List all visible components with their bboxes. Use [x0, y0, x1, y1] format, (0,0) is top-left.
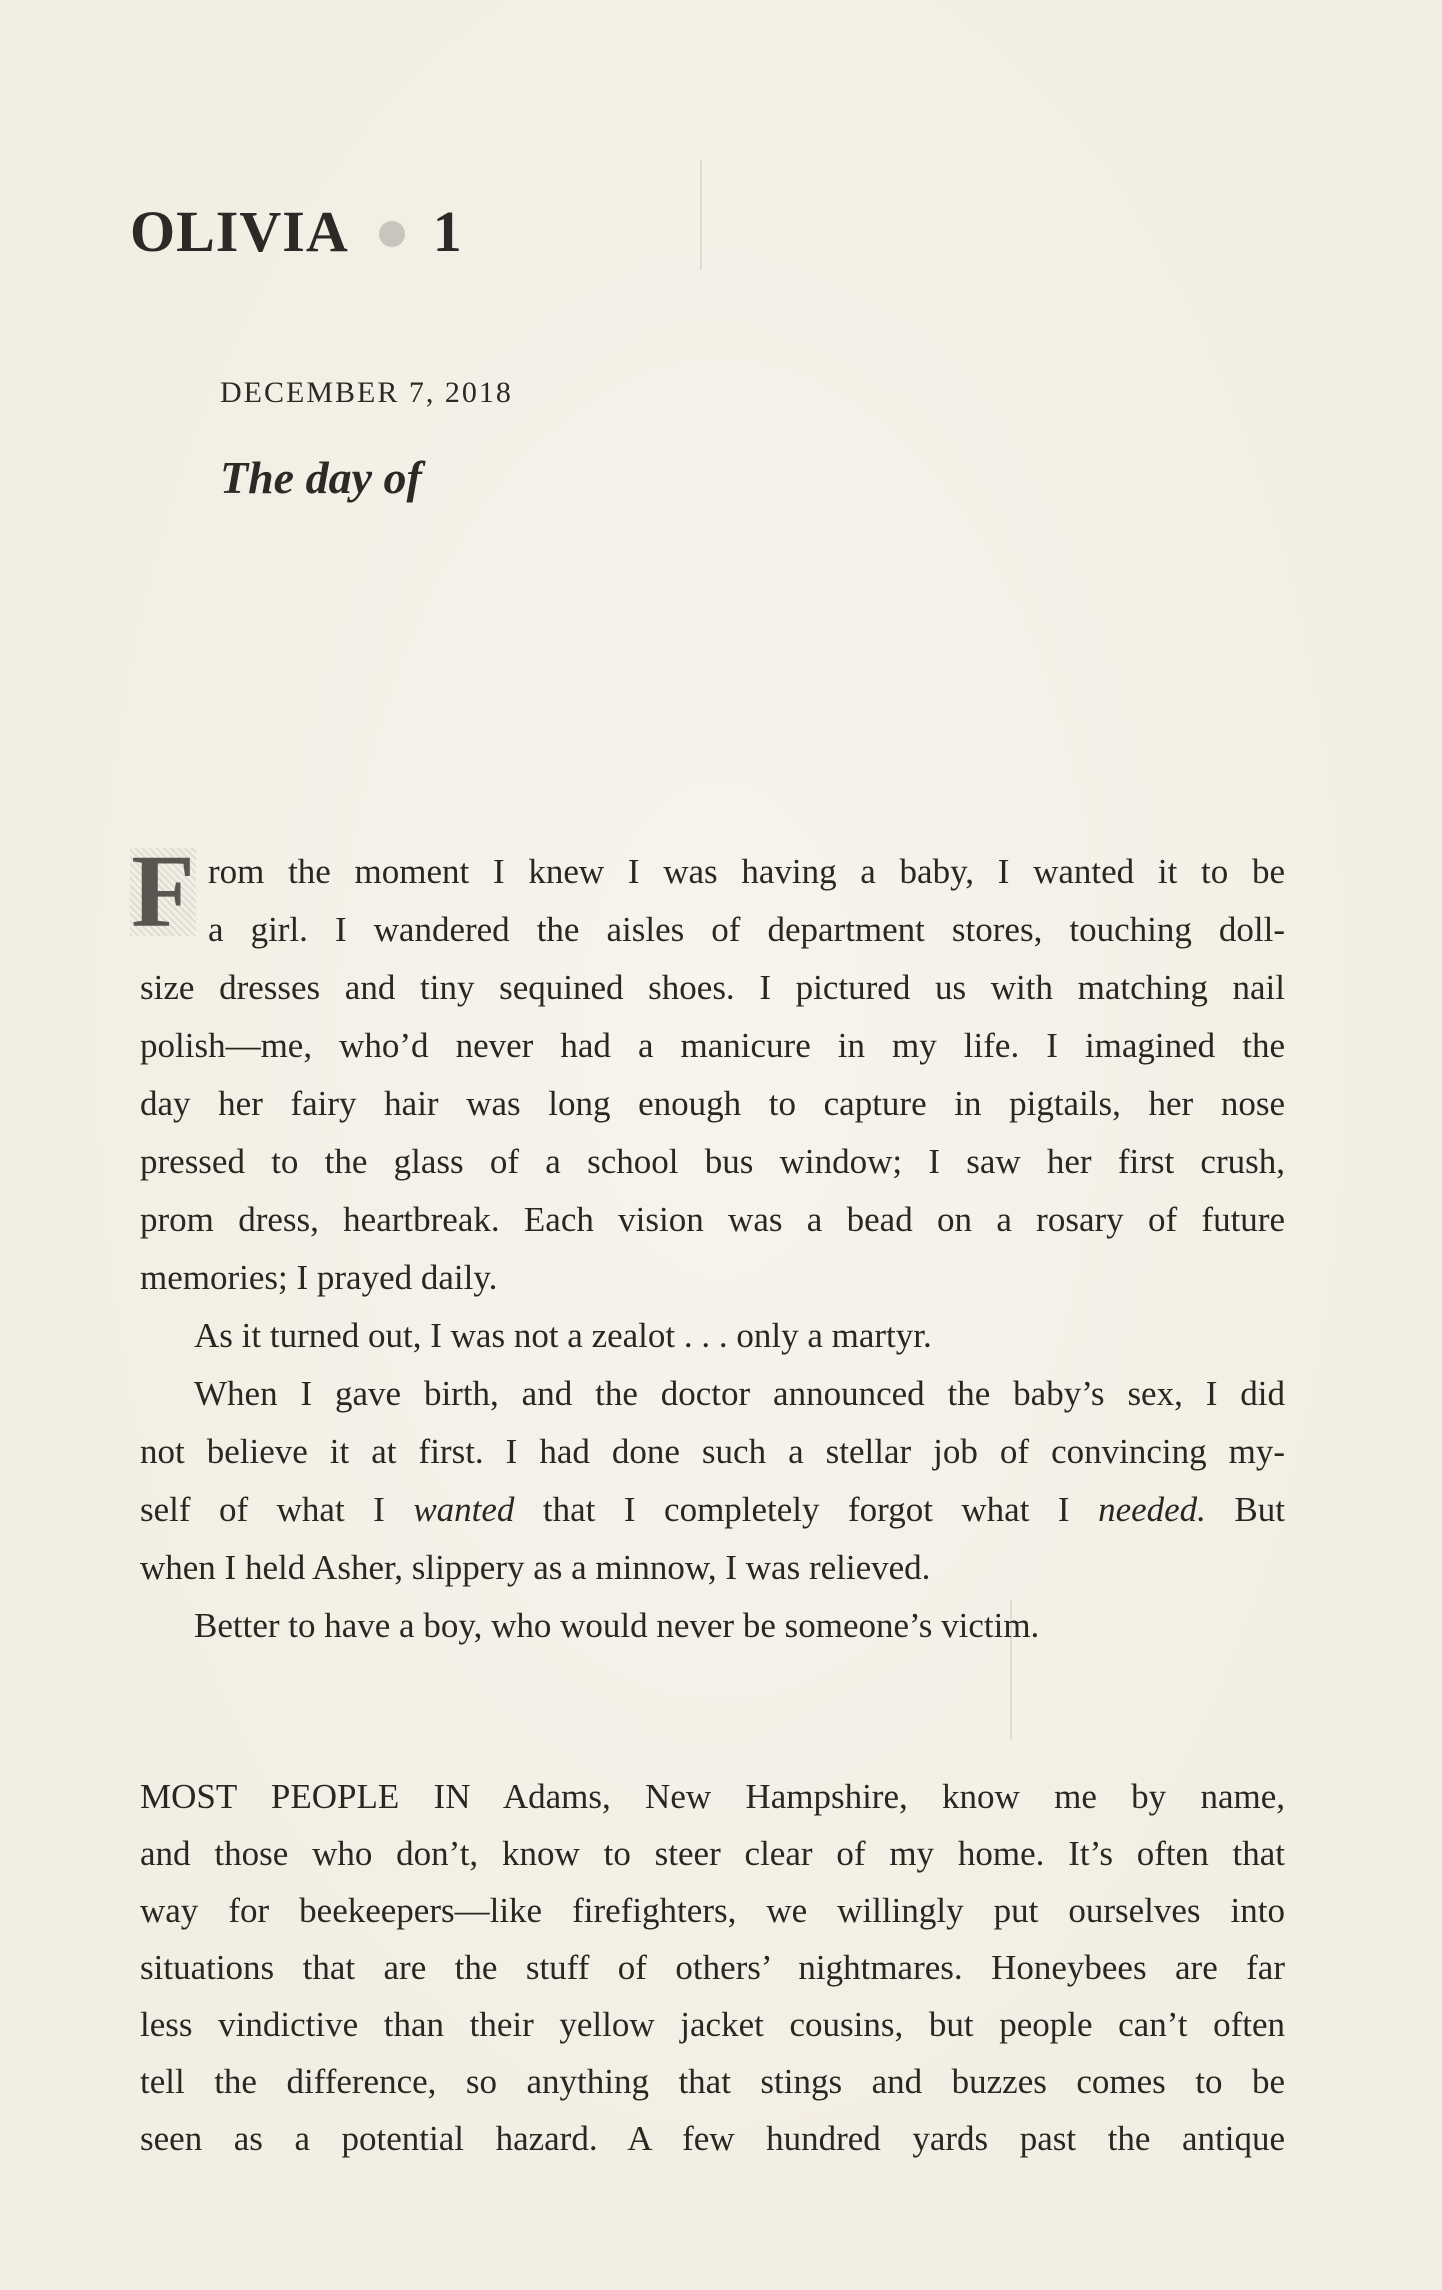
paragraph-line: situations that are the stuff of others’ nightmares. Honeybees are far: [140, 1948, 1285, 1987]
paragraph-line: seen as a potential hazard. A few hundred yards past the antique: [140, 2119, 1285, 2158]
paragraph-line: a girl. I wandered the aisles of department stores, touching doll-: [208, 910, 1285, 949]
paragraph-line: size dresses and tiny sequined shoes. I pictured us with matching nail: [140, 968, 1285, 1007]
paragraph-line: and those who don’t, know to steer clear of my home. It’s often that: [140, 1834, 1285, 1873]
text-run: But: [1205, 1490, 1285, 1529]
paragraph-line: polish—me, who’d never had a manicure in my life. I imagined the: [140, 1026, 1285, 1065]
text-run: that I completely forgot what I: [514, 1490, 1099, 1529]
text-run: self of what I: [140, 1490, 414, 1529]
paragraph-line: day her fairy hair was long enough to capture in pigtails, her nose: [140, 1084, 1285, 1123]
paragraph-line: when I held Asher, slippery as a minnow, I was relieved.: [140, 1548, 931, 1587]
paragraph-line: MOST PEOPLE IN Adams, New Hampshire, know me by name,: [140, 1777, 1285, 1816]
paragraph-line: memories; I prayed daily.: [140, 1258, 498, 1297]
paragraph-line: prom dress, heartbreak. Each vision was a bead on a rosary of future: [140, 1200, 1285, 1239]
chapter-date: DECEMBER 7, 2018: [220, 376, 513, 409]
chapter-name: OLIVIA: [130, 199, 349, 264]
italic-run: wanted: [413, 1490, 515, 1529]
chapter-separator-dot: [379, 221, 405, 247]
paragraph-line: Better to have a boy, who would never be someone’s victim.: [194, 1606, 1040, 1645]
paragraph-line: not believe it at first. I had done such a stellar job of convincing my-: [140, 1432, 1285, 1471]
page-crease: [700, 160, 702, 270]
chapter-heading: [130, 199, 463, 264]
paragraph-line: As it turned out, I was not a zealot . . . only a martyr.: [194, 1316, 932, 1355]
chapter-number: 1: [432, 199, 463, 264]
chapter-subtitle: The day of: [220, 452, 422, 503]
paragraph-line: way for beekeepers—like firefighters, we willingly put ourselves into: [140, 1891, 1285, 1930]
paragraph-line: When I gave birth, and the doctor announced the baby’s sex, I did: [194, 1374, 1285, 1413]
paragraph-line-mixed: [140, 1490, 1285, 1530]
drop-cap: F: [131, 848, 195, 936]
paragraph-line: less vindictive than their yellow jacket cousins, but people can’t often: [140, 2005, 1285, 2044]
paragraph-line: pressed to the glass of a school bus window; I saw her first crush,: [140, 1142, 1285, 1181]
italic-run: needed.: [1098, 1490, 1206, 1529]
paragraph-line: tell the difference, so anything that stings and buzzes comes to be: [140, 2062, 1285, 2101]
paragraph-line: rom the moment I knew I was having a baby, I wanted it to be: [208, 852, 1285, 891]
